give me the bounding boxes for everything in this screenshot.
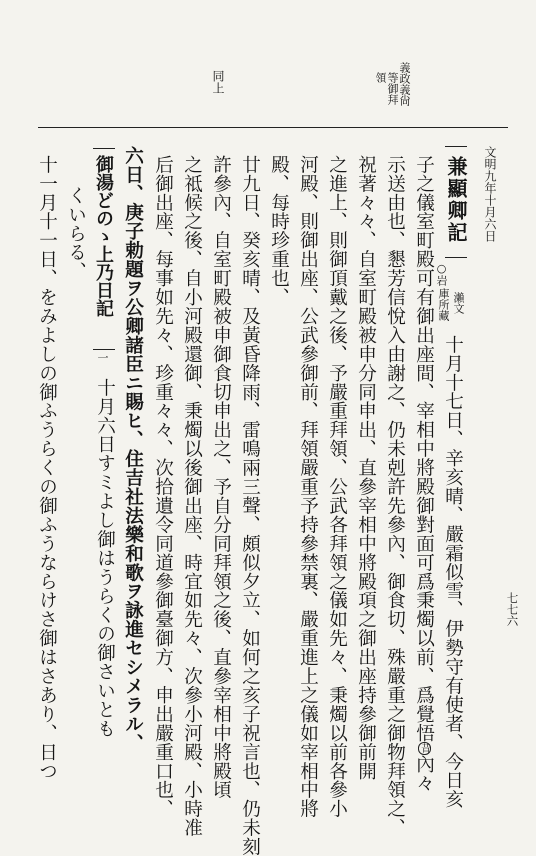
item-2-line-2: くいらる、 <box>65 186 87 281</box>
page-number: 七七六 <box>505 592 520 627</box>
header-note-col-2: 等御拜 <box>386 72 399 105</box>
body-column-3: 示送由也、懇芳信悅入由謝之、仍未剋許先參內、御食切、殊嚴重之御物拜領之、 <box>384 155 406 838</box>
heading-note-mid: 瀨文 <box>452 292 465 314</box>
item-2-heading-num: 一 <box>96 352 109 363</box>
body-column-9: 許參內、自室町殿被申御食切申出之、予自分同拜領之後、直參宰相中將殿頃 <box>210 155 232 800</box>
header-note-col-3: 領 <box>374 72 387 83</box>
body-column-11: 后御出座、每事如先々、珍重々々、次拾遺令同道參御臺御方、申出嚴重口也、 <box>152 155 174 819</box>
body-column-2-tail: 內々 <box>413 754 435 793</box>
body-column-2 <box>413 155 435 793</box>
body-column-4: 祝著々々、自室町殿被申分同申出、直參宰相中將殿項之御出座持參御前開 <box>355 155 377 781</box>
inline-note: 昔 <box>418 743 430 754</box>
heading-note-bottom: 庫所藏 <box>437 288 450 321</box>
body-column-1: 十月十七日、辛亥晴、嚴霜似雪、伊勢守有使者、今日亥 <box>442 335 464 809</box>
body-column-7: 殿、每時珍重也、 <box>268 155 290 307</box>
body-column-5: 之進上、則御頂戴之後、予嚴重拜領、公武各拜領之儀如先々、秉燭以前各參小 <box>326 155 348 819</box>
item-2-entry: 六日、庚子勅題ヲ公卿諸臣ニ賜ヒ、住吉社法樂和歌ヲ詠進セシメラル、 <box>122 146 144 753</box>
body-column-6: 河殿、則御出座、公武參御前、拜領嚴重予持參禁裏、嚴重進上之儀如宰相中將 <box>297 155 319 819</box>
date-line: 文明九年十月六日 <box>483 146 497 242</box>
body-column-8: 廿九日、癸亥晴、及黃昏降雨、雷鳴兩三聲、頗似夕立、如何之亥子祝言也、仍未刻 <box>239 155 261 856</box>
body-column-10: 之祗候之後、自小河殿還御、秉燭以後御出座、時宜如先々、次參小河殿、小時准 <box>181 155 203 838</box>
heading-title: 兼顯卿記 <box>444 156 468 244</box>
item-2-line-1: 十月六日すミよし御はうらくの御さいとも <box>94 378 116 739</box>
body-column-2-text: 子之儀室町殿可有御出座間、宰相中將殿御對面可爲秉燭以前、爲覺悟 <box>413 155 435 743</box>
header-note-col-1: 義政義尙 <box>398 62 411 106</box>
item-2-line-3: 十一月十一日、をみよしの御ふうらくの御ふうならけさ御はさあり、日つ <box>36 155 58 781</box>
header-rule <box>38 127 508 128</box>
heading-note-top: ○岩 <box>435 262 448 286</box>
item-2-heading: 御湯どのゝ上乃日記 <box>93 155 114 317</box>
header-title: 同上 <box>211 70 225 94</box>
